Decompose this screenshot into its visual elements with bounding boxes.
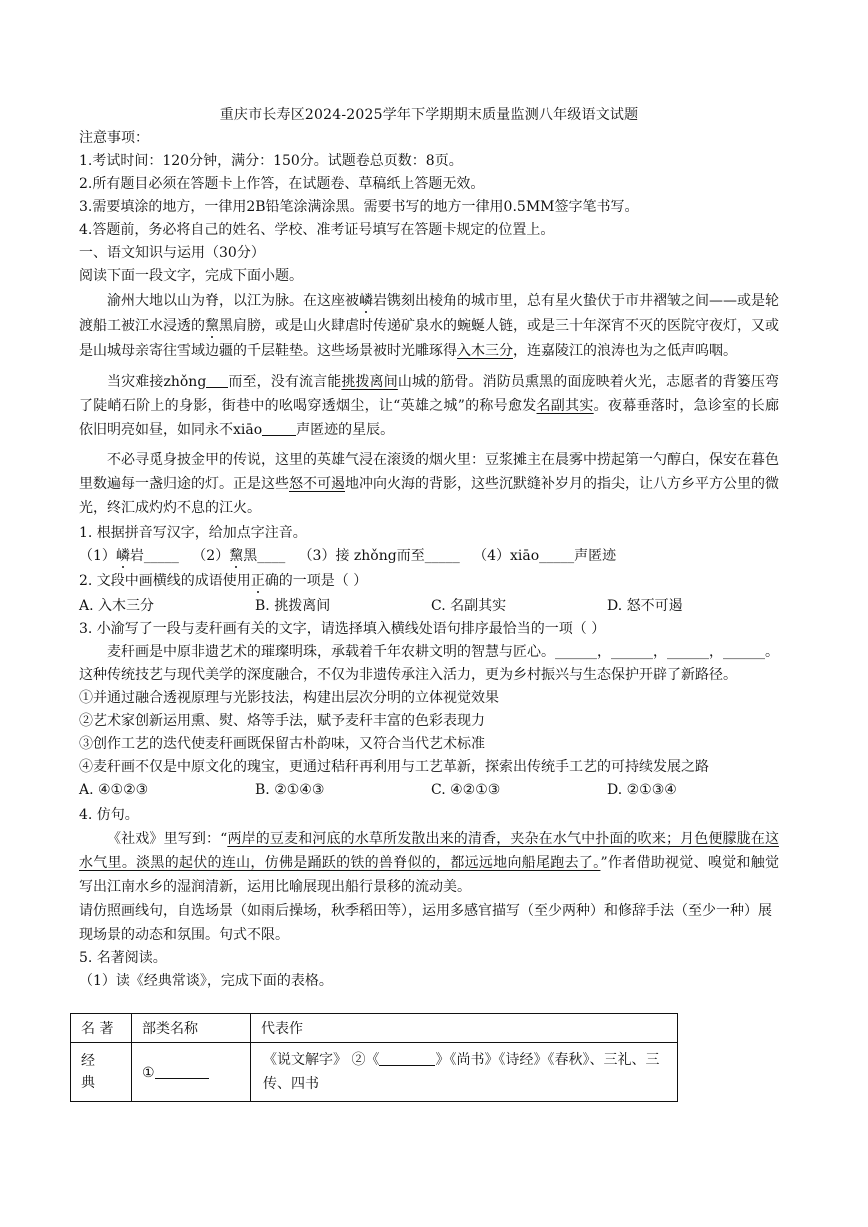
question-4-stem: 4. 仿句。 [79,807,139,823]
question-3-passage: 麦秆画是中原非遗艺术的璀璨明珠，承载着千年农耕文明的智慧与匠心。______，______，______，______。这种传统技艺与现代美学的深度融合，不仅为非遗传承注入活力，更为乡村振兴与生态保护开辟了新路径。 [79,644,779,683]
option-d: D. 怒不可遏 [607,598,683,614]
answer-blank [262,421,296,436]
table-cell-category: ① [132,1043,251,1102]
dotted-char: 正 [250,573,265,589]
classics-table [70,1013,678,1102]
option-a: A. ④①②③ [79,782,149,798]
question-4-passage: 《社戏》里写到：“两岸的豆麦和河底的水草所发散出来的清香，夹杂在水气中扑面的吹来；月色便朦胧在这水气里。淡黑的起伏的连山，仿佛是踊跃的铁的兽脊似的，都远远地向船尾跑去了。”作者借助视觉、嗅觉和触觉写出江南水乡的湿润清新，运用比喻展现出船行景移的流动美。 [79,831,779,895]
table-header: 部类名称 [132,1014,251,1043]
underlined-idiom: 入木三分 [457,343,513,359]
dotted-char: 嶙 [359,293,373,309]
answer-blank[interactable] [155,1064,209,1079]
underlined-idiom: 名副其实 [536,398,594,414]
table-cell-works: 《说文解字》 ②《 》《尚书》《诗经》《春秋》、三礼、三传、四书 [251,1043,678,1102]
question-1-stem: 1. 根据拼音写汉字，给加点字注音。 [79,525,307,541]
option-c: C. ④②①③ [431,782,501,798]
section-heading: 一、语文知识与运用（30分） [79,245,265,261]
notice-item: 1.考试时间：120分钟，满分：150分。试题卷总页数：8页。 [79,153,463,169]
passage-paragraph-1: 渝州大地以山为脊，以江为脉。在这座被嶙岩镌刻出棱角的城市里，总有星火蛰伏于市井褶皱之间——或是轮渡船工被江水浸透的黧黑肩膀，或是山火肆虐时传递矿泉水的蜿蜒人链，或是三十年深宵不灭的医院守夜灯，又或是山城母亲寄往雪域边疆的千层鞋垫。这些场景被时光雕琢得入木三分，连嘉陵江的浪涛也为之低声呜咽。 [79,293,779,359]
underlined-sentence: 两岸的豆麦和河底的水草所发散出来的清香，夹杂在水气中扑面的吹来；月色便朦胧在这水气里。淡黑的起伏的连山，仿佛是踊跃的铁的兽脊似的，都远远地向船尾跑去了。 [79,831,779,871]
question-1-items: （1）嶙岩_____ （2）黧黑____ （3）接 zhǒng而至_____ （4）xiāo_____声匿迹 [79,548,617,564]
question-3-stem: 3. 小渝写了一段与麦秆画有关的文字，请选择填入横线处语句排序最恰当的一项（ ） [79,621,606,637]
option-b: B. ②①④③ [255,782,325,798]
question-3-item: ③创作工艺的迭代使麦秆画既保留古朴韵味，又符合当代艺术标准 [79,736,485,752]
question-3-item: ②艺术家创新运用熏、熨、烙等手法，赋予麦秆丰富的色彩表现力 [79,713,485,729]
underlined-idiom: 怒不可遏 [289,476,345,492]
answer-blank [206,373,228,388]
exam-page [79,104,779,993]
passage-paragraph-2: 当灾难接zhǒng 而至，没有流言能挑拨离间山城的筋骨。消防员熏黑的面庞映着火光，志愿者的背篓压弯了陡峭石阶上的身影，街巷中的吆喝穿透烟尘，让“英雄之城”的称号愈发名副其实。夜幕垂落时，急诊室的长廊依旧明亮如昼，如同永不xiāo 声匿迹的星辰。 [79,374,780,438]
passage-paragraph-3: 不必寻觅身披金甲的传说，这里的英雄气浸在滚烫的烟火里：豆浆摊主在晨雾中捞起第一勺醇白，保安在暮色里数遍每一盏归途的灯。正是这些怒不可遏地冲向火海的背影，这些沉默缝补岁月的指尖，让八方乡平方公里的微光，终汇成灼灼不息的江火。 [79,452,779,516]
table-row [71,1043,678,1102]
question-3-item: ④麦秆画不仅是中原文化的瑰宝，更通过秸秆再利用与工艺革新，探索出传统手工艺的可持续发展之路 [79,759,709,775]
page-title: 重庆市长寿区2024-2025学年下学期期末质量监测八年级语文试题 [219,107,639,123]
table-header: 名 著 [71,1014,132,1043]
table-header: 代表作 [251,1014,678,1043]
answer-blank[interactable] [379,1051,435,1066]
option-c: C. 名副其实 [431,598,507,614]
question-5-stem: 5. 名著阅读。 [79,950,167,966]
table-header-row [71,1014,678,1043]
question-4-task: 请仿照画线句，自选场景（如雨后操场，秋季稻田等），运用多感官描写（至少两种）和修辞手法（至少一种）展现场景的动态和氛围。句式不限。 [79,903,772,943]
option-d: D. ②①③④ [607,782,677,798]
question-3-options [79,779,779,802]
question-2-options [79,595,779,618]
dotted-char: 黧 [229,548,244,564]
option-b: B. 挑拨离间 [255,598,331,614]
notice-item: 2.所有题目必须在答题卡上作答，在试题卷、草稿纸上答题无效。 [79,176,485,192]
question-5-sub: （1）读《经典常谈》，完成下面的表格。 [79,973,333,989]
notice-item: 4.答题前，务必将自己的姓名、学校、准考证号填写在答题卡规定的位置上。 [79,222,555,238]
table-cell-name: 经典 [71,1043,132,1102]
notice-heading: 注意事项： [79,130,149,146]
dotted-char: 黧 [205,318,219,334]
question-3-item: ①并通过融合透视原理与光影技法，构建出层次分明的立体视觉效果 [79,690,499,706]
section-intro: 阅读下面一段文字，完成下面小题。 [79,268,303,284]
dotted-char: 嶙 [115,548,130,564]
notice-item: 3.需要填涂的地方，一律用2B铅笔涂满涂黑。需要书写的地方一律用0.5MM签字笔书写。 [79,199,639,215]
option-a: A. 入木三分 [79,598,155,614]
underlined-idiom: 挑拨离间 [341,374,398,390]
question-2-stem: 2. 文段中画横线的成语使用正确的一项是（ ） [79,573,368,589]
